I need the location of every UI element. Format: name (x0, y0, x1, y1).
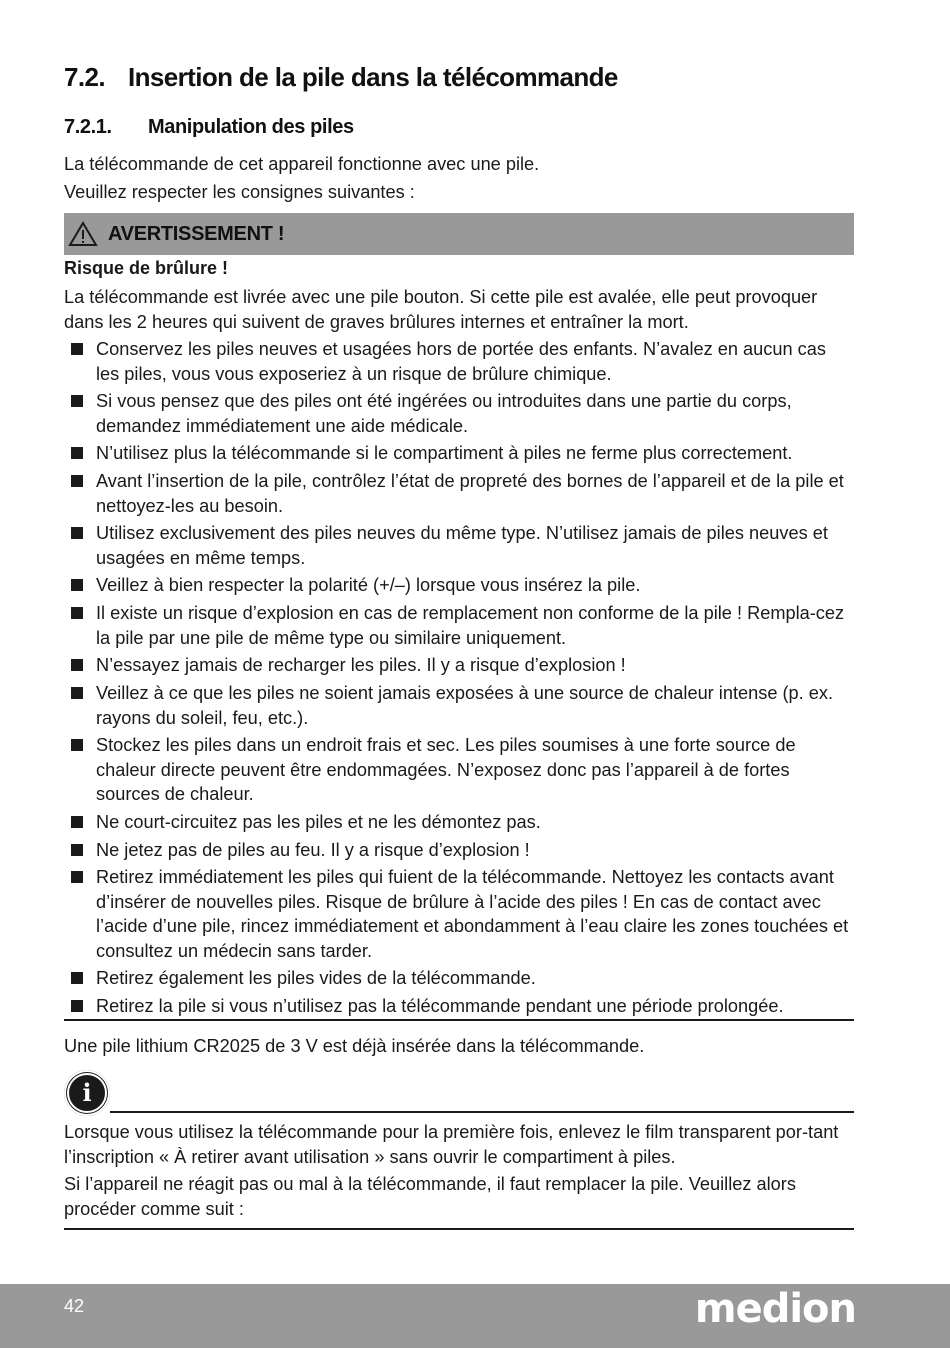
bullet-item (64, 994, 854, 1019)
bullet-text: N’utilisez plus la télécommande si le compartiment à piles ne ferme plus correctement. (96, 443, 793, 464)
bullet-text: Retirez immédiatement les piles qui fuient de la télécommande. Nettoyez les contacts avant d’insérer de nouvelles piles. Risque de brûlure à l’acide des piles ! En cas de contact avec l’acide d’une pile, rincez immédiatement et abondamment à l’eau claire les zones touchées et consultez un médecin sans tarder. (96, 867, 849, 961)
bullet-item (64, 653, 854, 678)
bullet-text: Si vous pensez que des piles ont été ingérées ou introduites dans une partie du corps, demandez immédiatement une aide médicale. (96, 391, 792, 436)
bullet-text: Conservez les piles neuves et usagées hors de portée des enfants. N’avalez en aucun cas les piles, vous vous exposeriez à un risque de brûlure chimique. (96, 339, 826, 384)
bullet-square-icon (71, 447, 83, 459)
bullet-item (64, 337, 854, 386)
bullet-item (64, 810, 854, 835)
section-title: Insertion de la pile dans la télécommande (128, 62, 618, 92)
info-top-rule (110, 1111, 854, 1113)
bullet-text: Stockez les piles dans un endroit frais et sec. Les piles soumises à une forte source de chaleur directe peuvent être endommagées. N’exposez donc pas l’appareil à de fortes sources de chaleur. (96, 735, 796, 805)
section-number: 7.2. (64, 62, 105, 92)
subsection-heading (64, 116, 354, 139)
bullet-item (64, 441, 854, 466)
bullet-square-icon (71, 972, 83, 984)
info-icon: i (64, 1070, 110, 1116)
bullet-item (64, 966, 854, 991)
bullet-text: Veillez à bien respecter la polarité (+/–) lorsque vous insérez la pile. (96, 575, 641, 596)
bullet-item (64, 521, 854, 570)
subsection-number: 7.2.1. (64, 116, 112, 138)
bullet-item (64, 865, 854, 963)
bullet-square-icon (71, 687, 83, 699)
bullet-square-icon (71, 739, 83, 751)
bullet-text: Retirez également les piles vides de la télécommande. (96, 968, 536, 989)
page-number: 42 (64, 1296, 85, 1316)
bullet-square-icon (71, 871, 83, 883)
bullet-item (64, 681, 854, 730)
bullet-item (64, 469, 854, 518)
bullet-square-icon (71, 844, 83, 856)
bullet-text: Retirez la pile si vous n’utilisez pas la télécommande pendant une période prolongée. (96, 996, 784, 1017)
bullet-square-icon (71, 475, 83, 487)
safety-bullet-list (64, 337, 854, 1022)
bullet-square-icon (71, 1000, 83, 1012)
bullet-item (64, 733, 854, 807)
info-paragraph-2: Si l’appareil ne réagit pas ou mal à la télécommande, il faut remplacer la pile. Veuillez alors procéder comme suit : (64, 1174, 796, 1219)
bullet-text: Veillez à ce que les piles ne soient jamais exposées à une source de chaleur intense (p. ex. rayons du soleil, feu, etc.). (96, 683, 834, 728)
bullet-square-icon (71, 343, 83, 355)
page-footer (0, 1284, 950, 1348)
bullet-square-icon (71, 607, 83, 619)
bullet-item (64, 838, 854, 863)
info-bottom-rule (64, 1228, 854, 1230)
section-heading (64, 62, 618, 93)
bullet-text: Il existe un risque d’explosion en cas de remplacement non conforme de la pile ! Rempla-cez la pile par une pile de même type ou similaire uniquement. (96, 603, 845, 648)
warning-triangle-icon (68, 221, 98, 247)
bullet-text: Avant l’insertion de la pile, contrôlez l’état de propreté des bornes de l’appareil et de la pile et nettoyez-les au besoin. (96, 471, 844, 516)
brand-logo: medion (694, 1286, 856, 1332)
risk-label: Risque de brûlure ! (64, 258, 229, 278)
bullet-text: N’essayez jamais de recharger les piles. Il y a risque d’explosion ! (96, 655, 626, 676)
warning-end-rule (64, 1019, 854, 1021)
intro-line-2: Veuillez respecter les consignes suivantes : (64, 182, 415, 202)
bullet-text: Ne jetez pas de piles au feu. Il y a risque d’explosion ! (96, 839, 530, 860)
warning-title: AVERTISSEMENT ! (108, 222, 285, 245)
bullet-square-icon (71, 816, 83, 828)
subsection-title: Manipulation des piles (148, 116, 354, 138)
bullet-text: Utilisez exclusivement des piles neuves du même type. N’utilisez jamais de piles neuves et usagées en même temps. (96, 523, 828, 568)
bullet-square-icon (71, 527, 83, 539)
bullet-item (64, 601, 854, 650)
intro-line-1: La télécommande de cet appareil fonctionne avec une pile. (64, 154, 540, 174)
bullet-square-icon (71, 395, 83, 407)
bullet-square-icon (71, 579, 83, 591)
info-paragraph-1: Lorsque vous utilisez la télécommande pour la première fois, enlevez le film transparent por-tant l’inscription « À retirer avant utilisation » sans ouvrir le compartiment à piles. (64, 1122, 839, 1167)
bullet-square-icon (71, 659, 83, 671)
bullet-item (64, 573, 854, 598)
battery-note: Une pile lithium CR2025 de 3 V est déjà insérée dans la télécommande. (64, 1036, 645, 1056)
bullet-text: Ne court-circuitez pas les piles et ne les démontez pas. (96, 811, 541, 832)
bullet-item (64, 389, 854, 438)
warning-banner (64, 213, 854, 255)
warning-text: La télécommande est livrée avec une pile bouton. Si cette pile est avalée, elle peut provoquer dans les 2 heures qui suivent de graves brûlures internes et entraîner la mort. (64, 287, 818, 332)
